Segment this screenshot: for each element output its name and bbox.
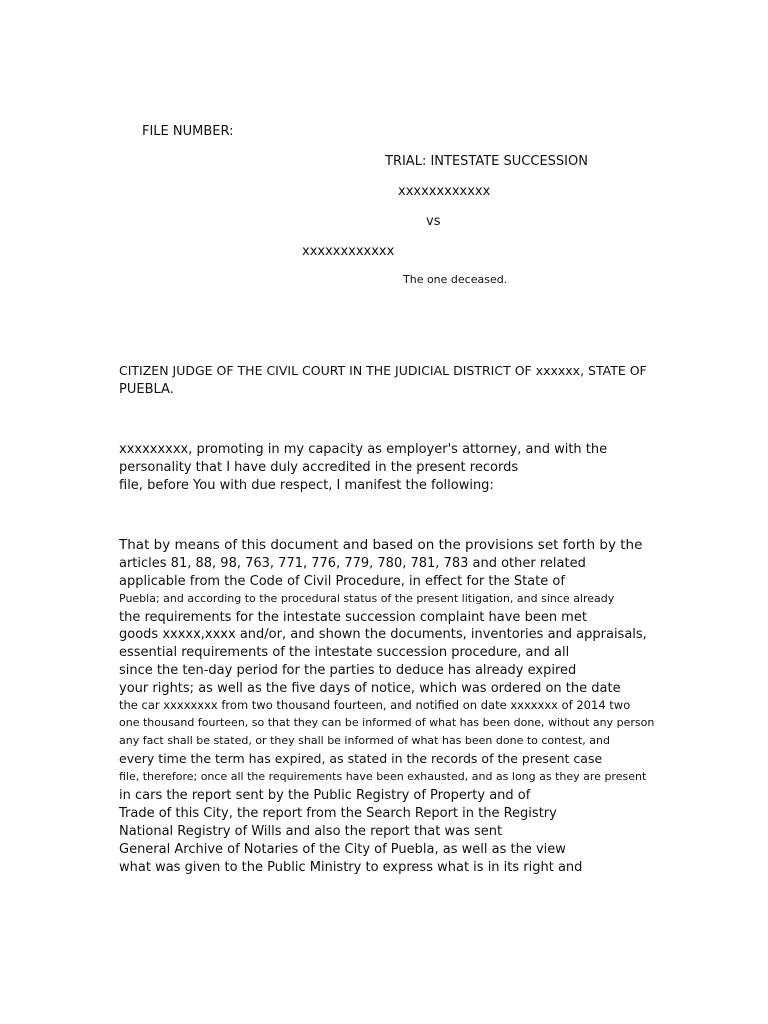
addressee-line-1: CITIZEN JUDGE OF THE CIVIL COURT IN THE JUDICIAL DISTRICT OF xxxxxx, STATE OF — [119, 363, 647, 378]
body-line-11: one thousand fourteen, so that they can be informed of what has been done, without any person — [119, 716, 655, 729]
body-line-19: what was given to the Public Ministry to express what is in its right and — [119, 860, 583, 875]
body-line-10: the car xxxxxxxx from two thousand fourteen, and notified on date xxxxxxx of 2014 two — [119, 698, 631, 712]
body-line-18: General Archive of Notaries of the City of Puebla, as well as the view — [119, 842, 566, 857]
body-line-3: applicable from the Code of Civil Procedure, in effect for the State of — [119, 574, 565, 589]
body-line-1: That by means of this document and based on the provisions set forth by the — [119, 537, 643, 553]
body-line-14: file, therefore; once all the requirements have been exhausted, and as long as they are present — [119, 770, 647, 783]
addressee-line-2: PUEBLA. — [119, 382, 174, 397]
body-line-16: Trade of this City, the report from the Search Report in the Registry — [119, 806, 557, 821]
body-line-8: since the ten-day period for the parties to deduce has already expired — [119, 663, 577, 678]
body-line-9: your rights; as well as the five days of notice, which was ordered on the date — [119, 681, 621, 696]
body-line-13: every time the term has expired, as stated in the records of the present case — [119, 751, 603, 766]
versus-label: vs — [426, 214, 441, 229]
body-line-6: goods xxxxx,xxxx and/or, and shown the documents, inventories and appraisals, — [119, 627, 647, 642]
body-line-4: Puebla; and according to the procedural status of the present litigation, and since already — [119, 592, 615, 605]
body-line-12: any fact shall be stated, or they shall be informed of what has been done to contest, and — [119, 734, 610, 747]
intro-line-3: file, before You with due respect, I manifest the following: — [119, 478, 494, 493]
intro-line-2: personality that I have duly accredited in the present records — [119, 460, 519, 475]
file-number-label: FILE NUMBER: — [142, 124, 234, 139]
trial-title: TRIAL: INTESTATE SUCCESSION — [385, 154, 588, 169]
body-line-2: articles 81, 88, 98, 763, 771, 776, 779, 780, 781, 783 and other related — [119, 556, 586, 571]
body-line-15: in cars the report sent by the Public Registry of Property and of — [119, 788, 531, 803]
deceased-note: The one deceased. — [403, 273, 508, 286]
party-one: xxxxxxxxxxxx — [398, 184, 491, 199]
party-two: xxxxxxxxxxxx — [302, 244, 395, 259]
body-line-5: the requirements for the intestate succession complaint have been met — [119, 610, 587, 625]
body-line-17: National Registry of Wills and also the report that was sent — [119, 824, 503, 839]
body-line-7: essential requirements of the intestate succession procedure, and all — [119, 645, 570, 660]
intro-line-1: xxxxxxxxx, promoting in my capacity as employer's attorney, and with the — [119, 442, 608, 457]
